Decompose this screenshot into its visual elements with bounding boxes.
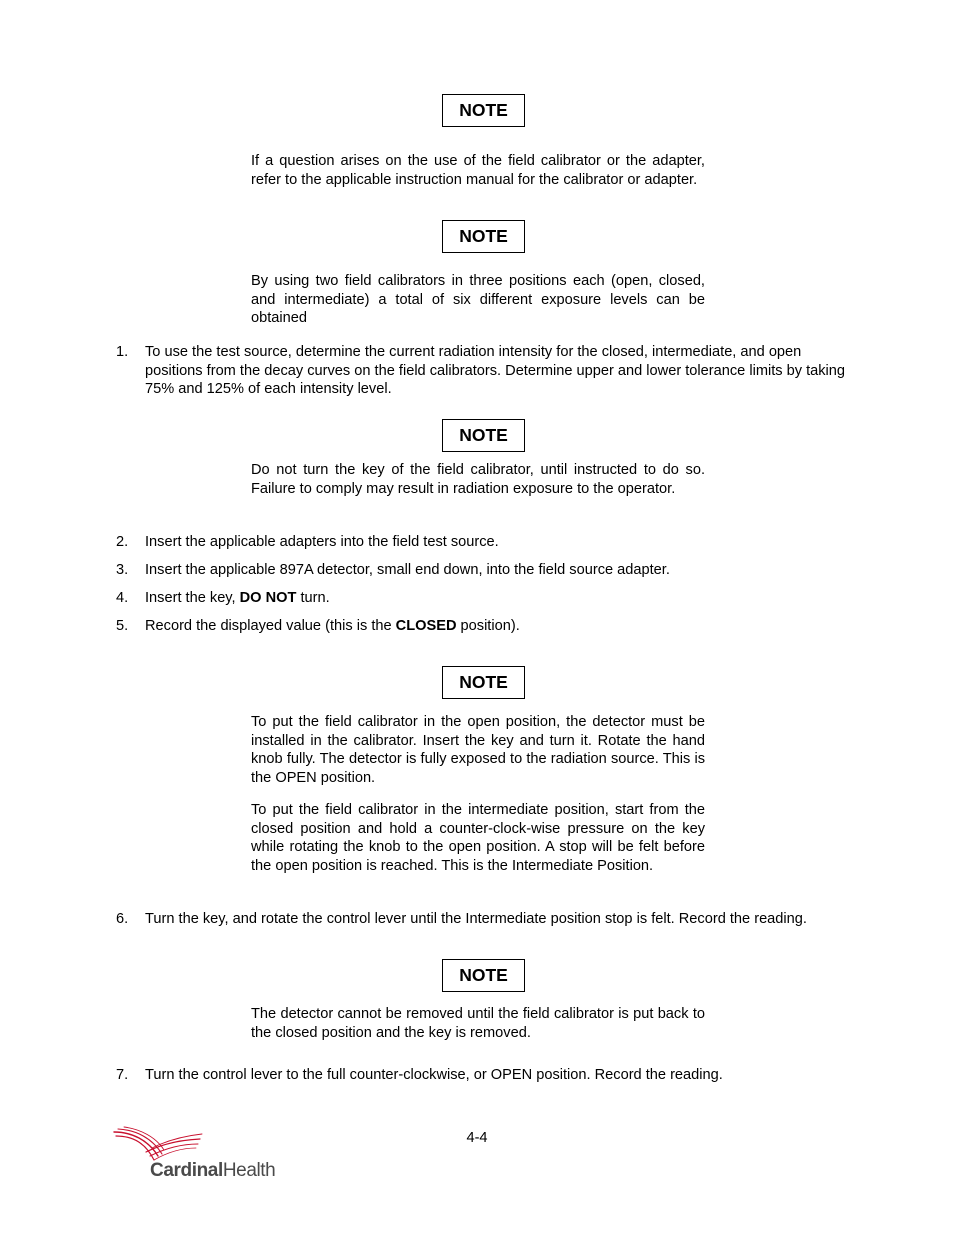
step-number: 7. bbox=[116, 1067, 129, 1083]
procedure-step bbox=[116, 617, 856, 636]
page-number: 4-4 bbox=[466, 1130, 488, 1146]
note-heading: NOTE bbox=[442, 220, 525, 253]
logo-text-regular: Health bbox=[222, 1160, 276, 1181]
note-heading: NOTE bbox=[442, 419, 525, 452]
step-number: 5. bbox=[116, 618, 129, 634]
step-text-post: position). bbox=[456, 618, 520, 634]
step-number: 1. bbox=[116, 344, 129, 360]
step-number: 3. bbox=[116, 562, 129, 578]
logo-text-bold: Cardinal bbox=[150, 1160, 223, 1181]
step-number: 2. bbox=[116, 534, 129, 550]
step-text: Insert the applicable 897A detector, small end down, into the field source adapter. bbox=[145, 562, 670, 578]
step-text bbox=[145, 617, 856, 636]
note-heading: NOTE bbox=[442, 959, 525, 992]
note-paragraph: If a question arises on the use of the field calibrator or the adapter, refer to the applicable instruction manual for the calibrator or adapter. bbox=[251, 153, 705, 188]
step-text-pre: Insert the key, bbox=[145, 590, 240, 606]
procedure-step bbox=[116, 343, 856, 399]
note-heading: NOTE bbox=[442, 666, 525, 699]
note-heading: NOTE bbox=[442, 94, 525, 127]
step-number: 4. bbox=[116, 590, 129, 606]
step-text: Turn the key, and rotate the control lever until the Intermediate position stop is felt. Record the reading. bbox=[145, 911, 807, 927]
note-paragraph: By using two field calibrators in three positions each (open, closed, and intermediate) a total of six different exposure levels can be obtained bbox=[251, 273, 705, 327]
procedure-step bbox=[116, 533, 856, 552]
step-text: Insert the applicable adapters into the field test source. bbox=[145, 534, 499, 550]
step-text: Turn the control lever to the full counter-clockwise, or OPEN position. Record the reading. bbox=[145, 1067, 723, 1083]
procedure-step bbox=[116, 589, 856, 608]
step-text-bold: DO NOT bbox=[239, 590, 297, 606]
note-paragraph: To put the field calibrator in the open position, the detector must be installed in the calibrator. Insert the key and turn it. Rotate the hand knob fully. The detector is fully exposed to the radiation source. This is the OPEN position. bbox=[251, 714, 705, 786]
step-number: 6. bbox=[116, 911, 129, 927]
cardinal-health-logo bbox=[112, 1126, 282, 1186]
note-paragraph: Do not turn the key of the field calibrator, until instructed to do so. Failure to comply may result in radiation exposure to the operator. bbox=[251, 462, 705, 497]
procedure-step bbox=[116, 561, 856, 580]
procedure-step bbox=[116, 910, 856, 929]
procedure-step bbox=[116, 1066, 856, 1085]
step-text-bold: CLOSED bbox=[395, 618, 457, 634]
note-paragraph: To put the field calibrator in the intermediate position, start from the closed position and hold a counter-clock-wise pressure on the key while rotating the knob to the open position. A stop will be felt before the open position is reached. This is the Intermediate Position. bbox=[251, 802, 705, 874]
step-text: To use the test source, determine the current radiation intensity for the closed, intermediate, and open positions from the decay curves on the field calibrators. Determine upper and lower tolerance limits by taking 75% and 125% of each intensity level. bbox=[145, 344, 846, 398]
logo-wordmark bbox=[150, 1160, 275, 1182]
step-text bbox=[145, 589, 856, 608]
step-text-post: turn. bbox=[296, 590, 330, 606]
note-paragraph: The detector cannot be removed until the field calibrator is put back to the closed position and the key is removed. bbox=[251, 1006, 705, 1041]
step-text-pre: Record the displayed value (this is the bbox=[145, 618, 396, 634]
